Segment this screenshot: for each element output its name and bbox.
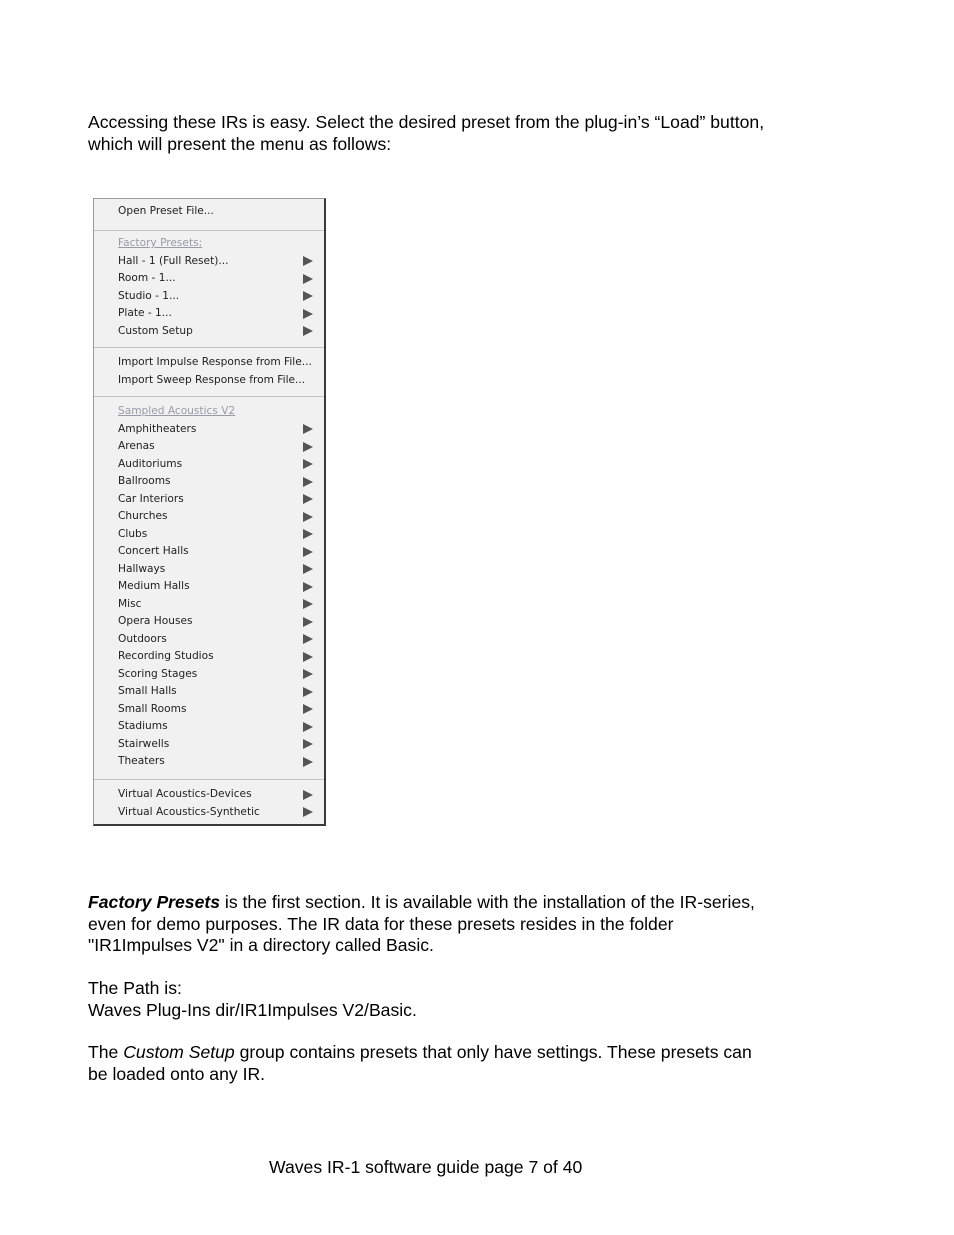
- menu-item-sampled-acoustics[interactable]: [118, 473, 324, 491]
- load-preset-menu: [93, 198, 326, 826]
- menu-item-sampled-acoustics[interactable]: [118, 421, 324, 439]
- menu-item-label: Arenas: [118, 440, 155, 452]
- menu-item-import[interactable]: [118, 372, 324, 390]
- submenu-arrow-icon: [303, 790, 313, 800]
- menu-item-label: Scoring Stages: [118, 667, 198, 680]
- menu-item-label: Small Halls: [118, 685, 177, 697]
- menu-item-sampled-acoustics[interactable]: [118, 578, 324, 596]
- menu-item-factory-preset[interactable]: [118, 270, 324, 288]
- menu-item-label: Car Interiors: [118, 492, 184, 505]
- menu-item-factory-preset[interactable]: [118, 253, 324, 271]
- submenu-arrow-icon: [303, 634, 313, 644]
- menu-separator: [94, 230, 324, 231]
- submenu-arrow-icon: [303, 564, 313, 574]
- menu-item-factory-preset[interactable]: [118, 305, 324, 323]
- menu-item-virtual-acoustics[interactable]: [118, 786, 324, 804]
- submenu-arrow-icon: [303, 326, 313, 336]
- submenu-arrow-icon: [303, 722, 313, 732]
- menu-item-sampled-acoustics[interactable]: [118, 666, 324, 684]
- intro-line-1: Accessing these IRs is easy. Select the desired preset from the plug-in’s “Load” button,: [88, 112, 765, 132]
- menu-item-sampled-acoustics[interactable]: [118, 736, 324, 754]
- menu-item-sampled-acoustics[interactable]: [118, 438, 324, 456]
- submenu-arrow-icon: [303, 291, 313, 301]
- menu-item-label: Stadiums: [118, 720, 168, 732]
- intro-paragraph: [88, 112, 828, 155]
- menu-item-factory-preset[interactable]: [118, 323, 324, 341]
- menu-item-sampled-acoustics[interactable]: [118, 561, 324, 579]
- submenu-arrow-icon: [303, 807, 313, 817]
- menu-item-label: Import Impulse Response from File...: [118, 356, 312, 368]
- menu-item-label: Amphitheaters: [118, 422, 197, 435]
- submenu-arrow-icon: [303, 256, 313, 266]
- factory-line-3: "IR1Impulses V2" in a directory called Basic.: [88, 935, 434, 955]
- submenu-arrow-icon: [303, 459, 313, 469]
- factory-line-2: even for demo purposes. The IR data for these presets resides in the folder: [88, 913, 674, 934]
- menu-item-sampled-acoustics[interactable]: [118, 753, 324, 771]
- menu-item-label: Outdoors: [118, 632, 167, 645]
- menu-item-factory-preset[interactable]: [118, 288, 324, 306]
- submenu-arrow-icon: [303, 512, 313, 522]
- submenu-arrow-icon: [303, 652, 313, 662]
- submenu-arrow-icon: [303, 669, 313, 679]
- custom-setup-paragraph: [88, 1042, 828, 1085]
- menu-item-label: Virtual Acoustics-Devices: [118, 788, 252, 800]
- factory-presets-term: Factory Presets: [88, 892, 221, 912]
- submenu-arrow-icon: [303, 274, 313, 284]
- submenu-arrow-icon: [303, 529, 313, 539]
- menu-item-sampled-acoustics[interactable]: [118, 543, 324, 561]
- menu-item-sampled-acoustics[interactable]: [118, 613, 324, 631]
- menu-item-label: Churches: [118, 510, 168, 522]
- submenu-arrow-icon: [303, 494, 313, 504]
- submenu-arrow-icon: [303, 704, 313, 714]
- menu-item-import[interactable]: [118, 354, 324, 372]
- menu-item-label: Recording Studios: [118, 650, 214, 662]
- factory-presets-paragraph: [88, 892, 828, 957]
- path-paragraph: [88, 978, 828, 1021]
- menu-item-label: Custom Setup: [118, 324, 193, 337]
- menu-header-factory-presets: Factory Presets:: [118, 237, 203, 249]
- submenu-arrow-icon: [303, 739, 313, 749]
- menu-item-sampled-acoustics[interactable]: [118, 683, 324, 701]
- menu-item-sampled-acoustics[interactable]: [118, 701, 324, 719]
- submenu-arrow-icon: [303, 309, 313, 319]
- menu-item-label: Virtual Acoustics-Synthetic: [118, 805, 260, 818]
- factory-line-1-rest: is the first section. It is available with the installation of the IR-series,: [220, 892, 755, 912]
- submenu-arrow-icon: [303, 687, 313, 697]
- menu-header-sampled-acoustics: Sampled Acoustics V2: [118, 405, 236, 417]
- submenu-arrow-icon: [303, 757, 313, 767]
- menu-item-label: Medium Halls: [118, 580, 190, 592]
- submenu-arrow-icon: [303, 617, 313, 627]
- custom-setup-term: Custom Setup: [123, 1042, 235, 1062]
- menu-item-label: Clubs: [118, 527, 148, 540]
- submenu-arrow-icon: [303, 424, 313, 434]
- menu-item-sampled-acoustics[interactable]: [118, 631, 324, 649]
- menu-item-sampled-acoustics[interactable]: [118, 648, 324, 666]
- menu-item-sampled-acoustics[interactable]: [118, 491, 324, 509]
- menu-item-label: Small Rooms: [118, 702, 187, 715]
- menu-item-label: Hallways: [118, 562, 166, 575]
- intro-line-2: which will present the menu as follows:: [88, 133, 392, 154]
- menu-item-label: Plate - 1...: [118, 307, 172, 319]
- menu-separator: [94, 779, 324, 780]
- menu-item-virtual-acoustics[interactable]: [118, 804, 324, 822]
- submenu-arrow-icon: [303, 442, 313, 452]
- menu-item-label: Auditoriums: [118, 457, 183, 470]
- menu-item-label: Room - 1...: [118, 272, 176, 284]
- menu-item-label: Theaters: [118, 755, 165, 767]
- menu-item-sampled-acoustics[interactable]: [118, 526, 324, 544]
- menu-item-label: Stairwells: [118, 737, 170, 750]
- submenu-arrow-icon: [303, 599, 313, 609]
- custom-pre: The: [88, 1042, 124, 1062]
- menu-item-sampled-acoustics[interactable]: [118, 596, 324, 614]
- submenu-arrow-icon: [303, 547, 313, 557]
- custom-line-2: be loaded onto any IR.: [88, 1063, 266, 1084]
- path-line-1: The Path is:: [88, 978, 182, 998]
- menu-item-label: Misc: [118, 597, 142, 610]
- custom-line-1-rest: group contains presets that only have settings. These presets can: [234, 1042, 752, 1062]
- menu-item-label: Concert Halls: [118, 545, 189, 557]
- menu-item-label: Import Sweep Response from File...: [118, 373, 306, 386]
- menu-item-sampled-acoustics[interactable]: [118, 456, 324, 474]
- page-footer: Waves IR-1 software guide page 7 of 40: [269, 1157, 583, 1177]
- menu-item-label: Opera Houses: [118, 615, 193, 627]
- menu-item-label: Hall - 1 (Full Reset)...: [118, 254, 229, 267]
- menu-item-sampled-acoustics[interactable]: [118, 718, 324, 736]
- menu-item-sampled-acoustics[interactable]: [118, 508, 324, 526]
- menu-item-label: Ballrooms: [118, 475, 171, 487]
- menu-separator: [94, 396, 324, 397]
- menu-item-label: Studio - 1...: [118, 289, 180, 302]
- menu-item-open-preset[interactable]: Open Preset File...: [118, 205, 214, 217]
- submenu-arrow-icon: [303, 582, 313, 592]
- menu-separator: [94, 347, 324, 348]
- submenu-arrow-icon: [303, 477, 313, 487]
- path-line-2: Waves Plug-Ins dir/IR1Impulses V2/Basic.: [88, 999, 417, 1020]
